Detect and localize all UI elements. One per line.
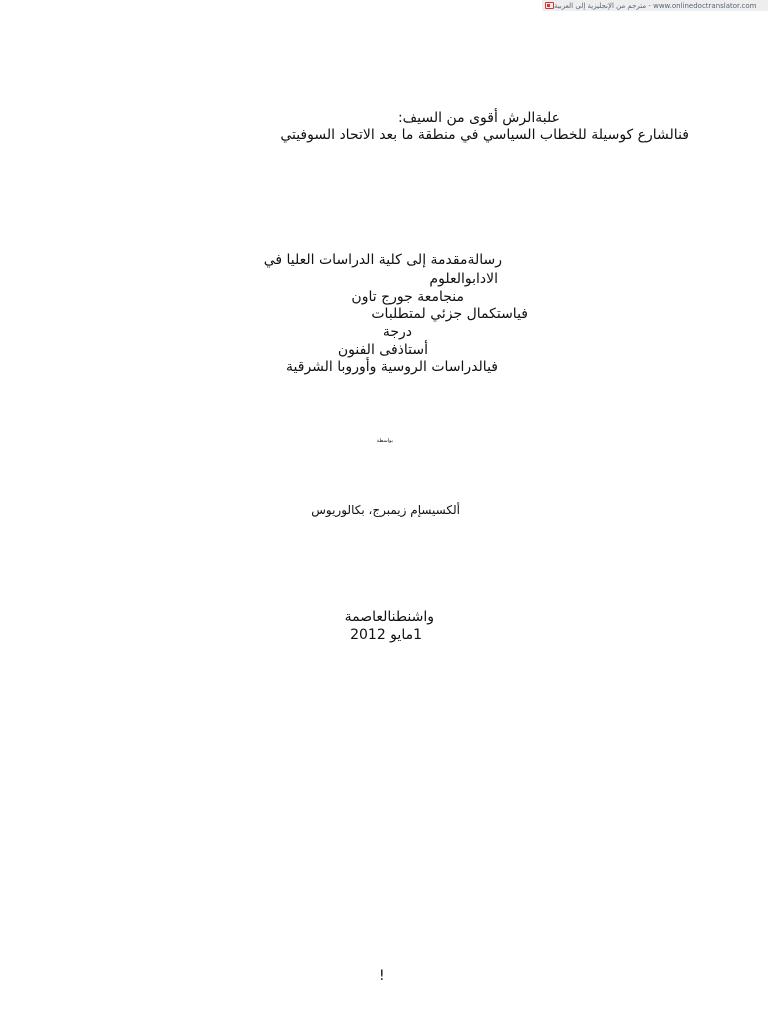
pdf-icon bbox=[545, 2, 554, 9]
author-name: ألكسيسإم زيمبرج، بكالوريوس bbox=[311, 503, 460, 517]
date: 1مايو 2012 bbox=[350, 627, 422, 643]
title-line-2: فنالشارع كوسيلة للخطاب السياسي في منطقة ما بعد الاتحاد السوفيتي bbox=[280, 127, 689, 143]
place: واشنطنالعاصمة bbox=[344, 609, 434, 625]
submission-line-2: الادابوالعلوم bbox=[429, 271, 498, 287]
by-label: بواسطة bbox=[376, 438, 393, 444]
submission-line-7: فيالدراسات الروسية وأوروبا الشرقية bbox=[286, 359, 498, 375]
submission-line-4: فياستكمال جزئي لمتطلبات bbox=[371, 306, 528, 322]
footer-mark: ! bbox=[379, 968, 385, 984]
submission-line-6: أستاذفى الفنون bbox=[337, 342, 428, 358]
submission-line-1: رسالةمقدمة إلى كلية الدراسات العليا في bbox=[263, 252, 502, 268]
translator-banner-text: www.onlinedoctranslator.com - مترجم من الإنجليزية إلى العربية bbox=[554, 1, 757, 10]
submission-line-5: درجة bbox=[382, 324, 412, 340]
submission-line-3: منجامعة جورج تاون bbox=[351, 289, 464, 305]
translator-banner[interactable] bbox=[542, 0, 768, 11]
title-line-1: علبةالرش أقوى من السيف: bbox=[397, 110, 560, 126]
